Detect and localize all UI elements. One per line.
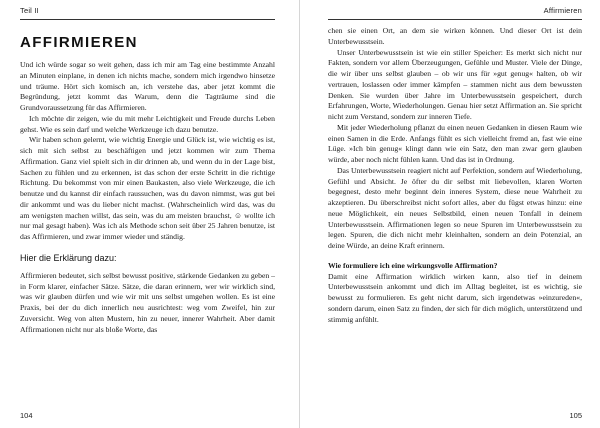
running-head: Affirmieren xyxy=(543,6,582,15)
page-number: 104 xyxy=(20,411,33,420)
header-rule xyxy=(20,19,275,20)
right-page xyxy=(300,0,600,428)
header-rule xyxy=(328,19,582,20)
paragraph: Das Unterbewusstsein reagiert nicht auf Perfektion, sondern auf Wiederholung, Gefühl und Absicht. Je öfter du dir selbst mit liebevollen, klaren Worten begegnest, desto mehr beginnt dein inneres System, diese neue Wahrheit zu akzeptieren. Du überschreibst nicht sofort alles, aber du fügst etwas hinzu: eine neue Möglichkeit, ein neues Selbstbild, einen neuen Tonfall in deinem Unterbewusstsein. Affirmationen legen so neue Spuren im Unterbewusstsein zu legen. Spuren, die dich nicht mehr kleinhalten, sondern an dein Potenzial, an deine Würde, an deine Kraft erinnern. xyxy=(328,165,582,250)
paragraph: Unser Unterbewusstsein ist wie ein stiller Speicher: Es merkt sich nicht nur Fakten, sondern vor allem Überzeugungen, Gefühle und Muster. Viele der Dinge, die wir über uns selbst glauben – ob wir uns für »gut genug« halten, ob wir vertrauen, loslassen oder immer kämpfen – stammen nicht aus dem bewussten Denken. Sie wurden über Jahre im Unterbewusstsein gespeichert, durch Erfahrungen, Worte, Wiederholungen. Genau hier setzt Affirmation an. Sie spricht nicht zum Verstand, sondern zur inneren Tiefe. xyxy=(328,47,582,121)
question-heading: Wie formuliere ich eine wirkungsvolle Affirmation? xyxy=(328,260,498,270)
right-page-content xyxy=(328,26,582,325)
subheading: Hier die Erklärung dazu: xyxy=(20,252,117,263)
paragraph: chen sie einen Ort, an dem sie wirken können. Und dieser Ort ist dein Unterbewusstsein. xyxy=(328,26,582,46)
paragraph: Mit jeder Wiederholung pflanzt du einen neuen Gedanken in diesen Raum wie einen Samen in die Erde. Anfangs fühlt es sich vielleicht fremd an, fast wie eine Lüge. »Ich bin genug« klingt dann wie ein Satz, den man zwar gern glauben würde, aber noch nicht fühlen kann. Und das ist in Ordnung. xyxy=(328,122,582,164)
paragraph: Wir haben schon gelernt, wie wichtig Energie und Glück ist, wie wichtig es ist, sich mit sich selbst zu beschäftigen und jetzt kommen wir zum Thema Affirmation. Ganz viel spielt sich in dir drinnen ab, und wenn du in der Lage bist, Sachen zu fühlen und zu erkennen, ist das schon der erste Schritt in die richtige Richtung. Du bekommst von mir einen Baukasten, also viele Werkzeuge, die ich benutze und du kannst dir einfach raussuchen, was du davon nimmst, was gut bei dir ankommt und was du lieber nicht machst. (Wahrscheinlich wird das, was du am wenigsten machen willst, das sein, was du am meisten brauchst, ☺ wollte ich nur mal gesagt haben). Was ich als Methode schon seit über 25 Jahren benutze, ist das Affirmieren, und zwar immer wieder und ständig. xyxy=(20,135,275,241)
running-head: Teil II xyxy=(20,6,39,15)
page-number: 105 xyxy=(569,411,582,420)
chapter-title: AFFIRMIEREN xyxy=(20,34,138,51)
left-page-content xyxy=(20,30,275,335)
paragraph: Und ich würde sogar so weit gehen, dass ich mir am Tag eine bestimmte Anzahl an Minuten einplane, in denen ich nichts mache, sondern mich irgendwo hinsetze und träume. Hört sich komisch an, ich verstehe das, aber jetzt kommt die Begründung, jetzt kommt das Warum, denn die Tagträume sind die Grundvoraussetzung für das Affirmieren. xyxy=(20,60,275,112)
paragraph: Affirmieren bedeutet, sich selbst bewusst positive, stärkende Gedanken zu geben – in Form klarer, einfacher Sätze. Sätze, die daran erinnern, wer wir wirklich sind, was wir glauben dürfen und wie wir mit uns selbst umgehen wollen. Es ist eine Praxis, bei der du dich innerlich neu ausrichtest: weg vom Zweifel, hin zur Zuversicht. Weg von alten Mustern, hin zu neuer, innerer Wahrheit. Aber damit Affirmationen nicht nur als bloße Worte, das xyxy=(20,270,275,334)
paragraph: Ich möchte dir zeigen, wie du mit mehr Leichtigkeit und Freude durchs Leben gehst. Wie es sein darf und welche Werkzeuge ich dazu benutze. xyxy=(20,113,275,134)
paragraph: Damit eine Affirmation wirklich wirken kann, also tief in deinem Unterbewusstsein ankommt und dich im Alltag begleitet, ist es wichtig, sie bewusst zu formulieren. Es geht nicht darum, sich irgendetwas »einzureden«, sondern darum, einen Satz zu finden, der sich für dich möglich, unterstützend und stimmig anfühlt. xyxy=(328,271,582,324)
